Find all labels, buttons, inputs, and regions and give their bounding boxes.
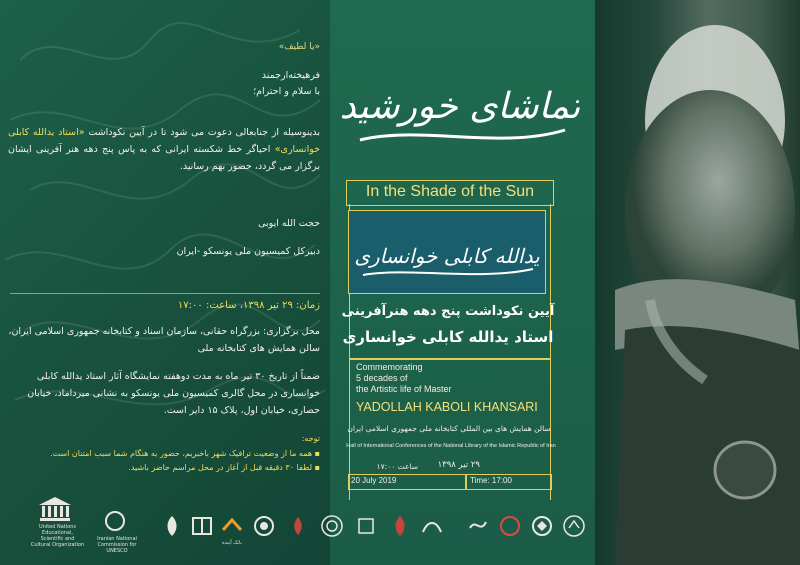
ministry-emblem-icon	[388, 514, 412, 538]
persian-title-line-2: استاد یدالله کابلی خوانساری	[342, 328, 554, 346]
government-emblem-icon	[160, 514, 184, 538]
english-title: In the Shade of the Sun	[365, 183, 535, 200]
body-text-part2: احیاگر خط شکسته ایرانی که به پاس پنج دهه هنر آفرینی ایشان برگزار می گردد، حضور بهم رسانید.	[8, 144, 320, 172]
signer-name: حجت الله ایوبی	[258, 218, 320, 229]
persian-date: ۲۹ تیر ۱۳۹۸	[437, 460, 480, 470]
artistic-line: the Artistic life of Master	[356, 384, 452, 394]
background-calligraphy-pattern	[0, 0, 330, 430]
heritage-organization-logo	[530, 514, 554, 538]
arts-foundation-logo	[420, 514, 444, 538]
frame-divider	[350, 358, 550, 360]
address-line-2: با سلام و احترام؛	[253, 86, 320, 97]
persian-venue: سالن همایش های بین المللی کتابخانه ملی جمهوری اسلامی ایران	[347, 424, 551, 433]
event-venue: محل برگزاری: بزرگراه حقانی، سازمان اسناد و کتابخانه جمهوری اسلامی ایران، سالن همایش های کتابخانه ملی	[8, 326, 320, 354]
address-line-1: فرهیخته‌ارجمند	[261, 70, 320, 81]
institute-seal-icon	[320, 514, 344, 538]
iran-unesco-logo	[104, 510, 126, 532]
organization-logo-icon	[354, 514, 378, 538]
honoree-name-highlight: «استاد یدالله کابلی خوانساری»	[8, 127, 320, 155]
english-master-name: YADOLLAH KABOLI KHANSARI	[356, 400, 538, 414]
calligraphy-name-art	[349, 211, 545, 293]
salutation: «یا لطیف»	[278, 42, 320, 52]
cultural-center-logo	[498, 514, 522, 538]
commemorating-line: Commemorating	[356, 362, 423, 372]
english-venue: Hall of International Conferences of the National Library of the Islamic Republic of Iran	[346, 443, 556, 449]
calligraphers-association-logo	[466, 514, 490, 538]
persian-time: ساعت ۱۷:۰۰	[376, 462, 418, 471]
calligraphy-title-text: تماشای خورشید	[340, 86, 580, 127]
unesco-logo	[38, 496, 72, 522]
event-time: زمان: ۲۹ تیر ۱۳۹۸، ساعت: ۱۷:۰۰	[177, 300, 320, 311]
note-heading: توجه:	[301, 434, 320, 443]
english-time: Time: 17:00	[470, 476, 512, 485]
calligraphy-name-text: یدالله کابلی خوانساری	[354, 244, 540, 268]
unesco-caption: United Nations Educational, Scientific and Cultural Organization	[30, 524, 85, 548]
master-portrait-image	[595, 0, 800, 565]
note-item: ▪ لطفا ۳۰ دقیقه قبل از آغاز در محل مراسم حاضر باشید.	[128, 463, 320, 472]
invitation-body	[8, 124, 320, 175]
signer-title: دبیرکل کمیسیون ملی یونسکو -ایران	[176, 246, 320, 257]
museum-logo	[562, 514, 586, 538]
bank-logo	[220, 514, 244, 538]
note-item: ▪ همه ما از وضعیت ترافیک شهر باخبریم، حضور به هنگام شما سبب امتنان است.	[50, 449, 320, 458]
library-emblem-icon	[190, 514, 214, 538]
calligraphy-name-panel	[348, 210, 546, 294]
bank-caption: بانک آینده	[222, 540, 242, 546]
section-divider	[10, 293, 320, 294]
persian-title-line-1: آیین نکوداشت پنج دهه هنرآفرینی	[341, 304, 555, 319]
english-date: 20 July 2019	[351, 476, 397, 485]
iran-unesco-caption: Iranian National Commission for UNESCO	[97, 536, 137, 554]
english-commemoration	[356, 362, 546, 395]
decades-line: 5 decades of	[356, 373, 408, 383]
body-text-part1: بدینوسیله از جنابعالی دعوت می شود تا در آیین نکوداشت	[84, 127, 320, 138]
iran-emblem-icon	[286, 514, 310, 538]
municipality-emblem-icon	[252, 514, 276, 538]
exhibition-info: ضمناً از تاریخ ۳۰ تیر ماه به مدت دوهفته نمایشگاه آثار استاد یدالله کابلی خوانساری در محل گالری کمیسیون ملی یونسکو به نشانی میرداماد، خیابان حصاری، خیابان اول، پلاک ۱۵ دایر است.	[27, 371, 320, 416]
calligraphy-title	[340, 40, 580, 160]
